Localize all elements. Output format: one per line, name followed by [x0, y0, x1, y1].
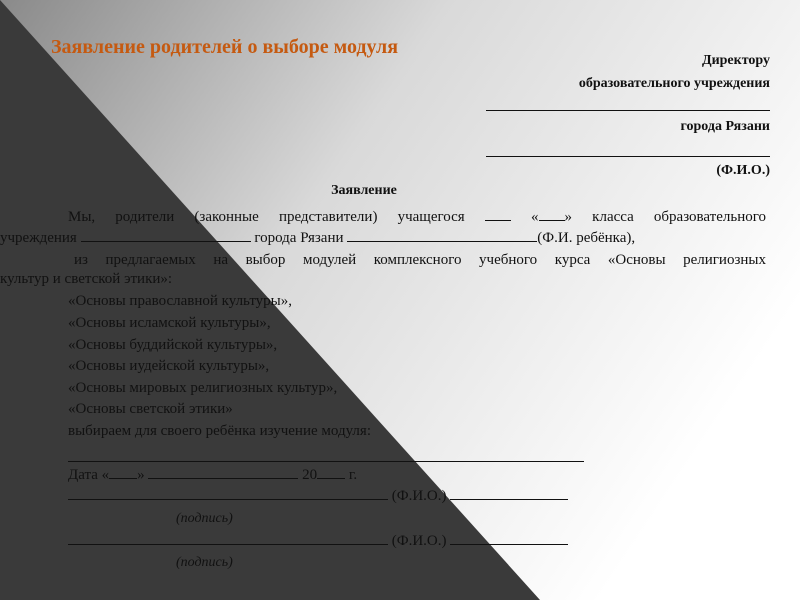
- addressee-institution: образовательного учреждения: [578, 76, 770, 91]
- year-prefix: 20: [302, 467, 318, 483]
- addressee-line: Директору: [701, 53, 770, 68]
- blank-year: [317, 466, 345, 479]
- blank-fio-2: [450, 532, 568, 545]
- blank-institution: [81, 229, 251, 242]
- module-option: «Основы православной культуры»,: [68, 293, 293, 309]
- signature-line-1: [68, 487, 568, 505]
- intro-line-1: [0, 207, 766, 228]
- blank-grade-number: [485, 208, 511, 221]
- blank-day: [109, 466, 137, 479]
- intro-line-4: культур и светской этики»:: [0, 271, 173, 287]
- addressee-city: города Рязани: [680, 119, 770, 134]
- addressee-fio: (Ф.И.О.): [716, 163, 770, 178]
- intro-line-3: из предлагаемых на выбор модулей комплексного учебного курса «Основы религиозных: [74, 252, 766, 268]
- intro-text: Мы, родители (законные представители) учащегося: [68, 209, 465, 225]
- institution-word: учреждения: [0, 230, 77, 246]
- date-quote-close: »: [137, 467, 145, 483]
- blank-month: [148, 466, 298, 479]
- signature-line-2: [68, 532, 568, 550]
- blank-signature-1: [68, 487, 388, 500]
- year-suffix: г.: [348, 467, 358, 483]
- intro-line-2: [0, 229, 635, 247]
- signature-caption-1: (подпись): [176, 511, 233, 526]
- signature-caption-2: (подпись): [176, 555, 233, 570]
- module-option: «Основы светской этики»: [68, 401, 233, 417]
- date-label: Дата «: [68, 467, 110, 483]
- blank-line-name: [486, 156, 770, 157]
- intro-class-text: » класса образовательного: [564, 209, 767, 225]
- module-option: «Основы буддийской культуры»,: [68, 337, 278, 353]
- blank-chosen-module: [68, 461, 584, 462]
- child-name-caption: (Ф.И. ребёнка),: [537, 230, 636, 246]
- module-option: «Основы исламской культуры»,: [68, 315, 271, 331]
- blank-grade-letter: [539, 208, 565, 221]
- choice-text: выбираем для своего ребёнка изучение модуля:: [68, 423, 371, 439]
- slide-title: Заявление родителей о выборе модуля: [51, 36, 399, 58]
- fio-label-2: (Ф.И.О.): [391, 533, 447, 549]
- city-text: города Рязани: [254, 230, 344, 246]
- intro-quote-open: «: [531, 209, 539, 225]
- module-option: «Основы мировых религиозных культур»,: [68, 380, 338, 396]
- blank-child-name: [347, 229, 537, 242]
- fio-label-1: (Ф.И.О.): [391, 488, 447, 504]
- blank-line-institution: [486, 110, 770, 111]
- blank-fio-1: [450, 487, 568, 500]
- blank-signature-2: [68, 532, 388, 545]
- module-option: «Основы иудейской культуры»,: [68, 358, 270, 374]
- form-heading: Заявление: [331, 183, 397, 198]
- date-line: [68, 466, 357, 484]
